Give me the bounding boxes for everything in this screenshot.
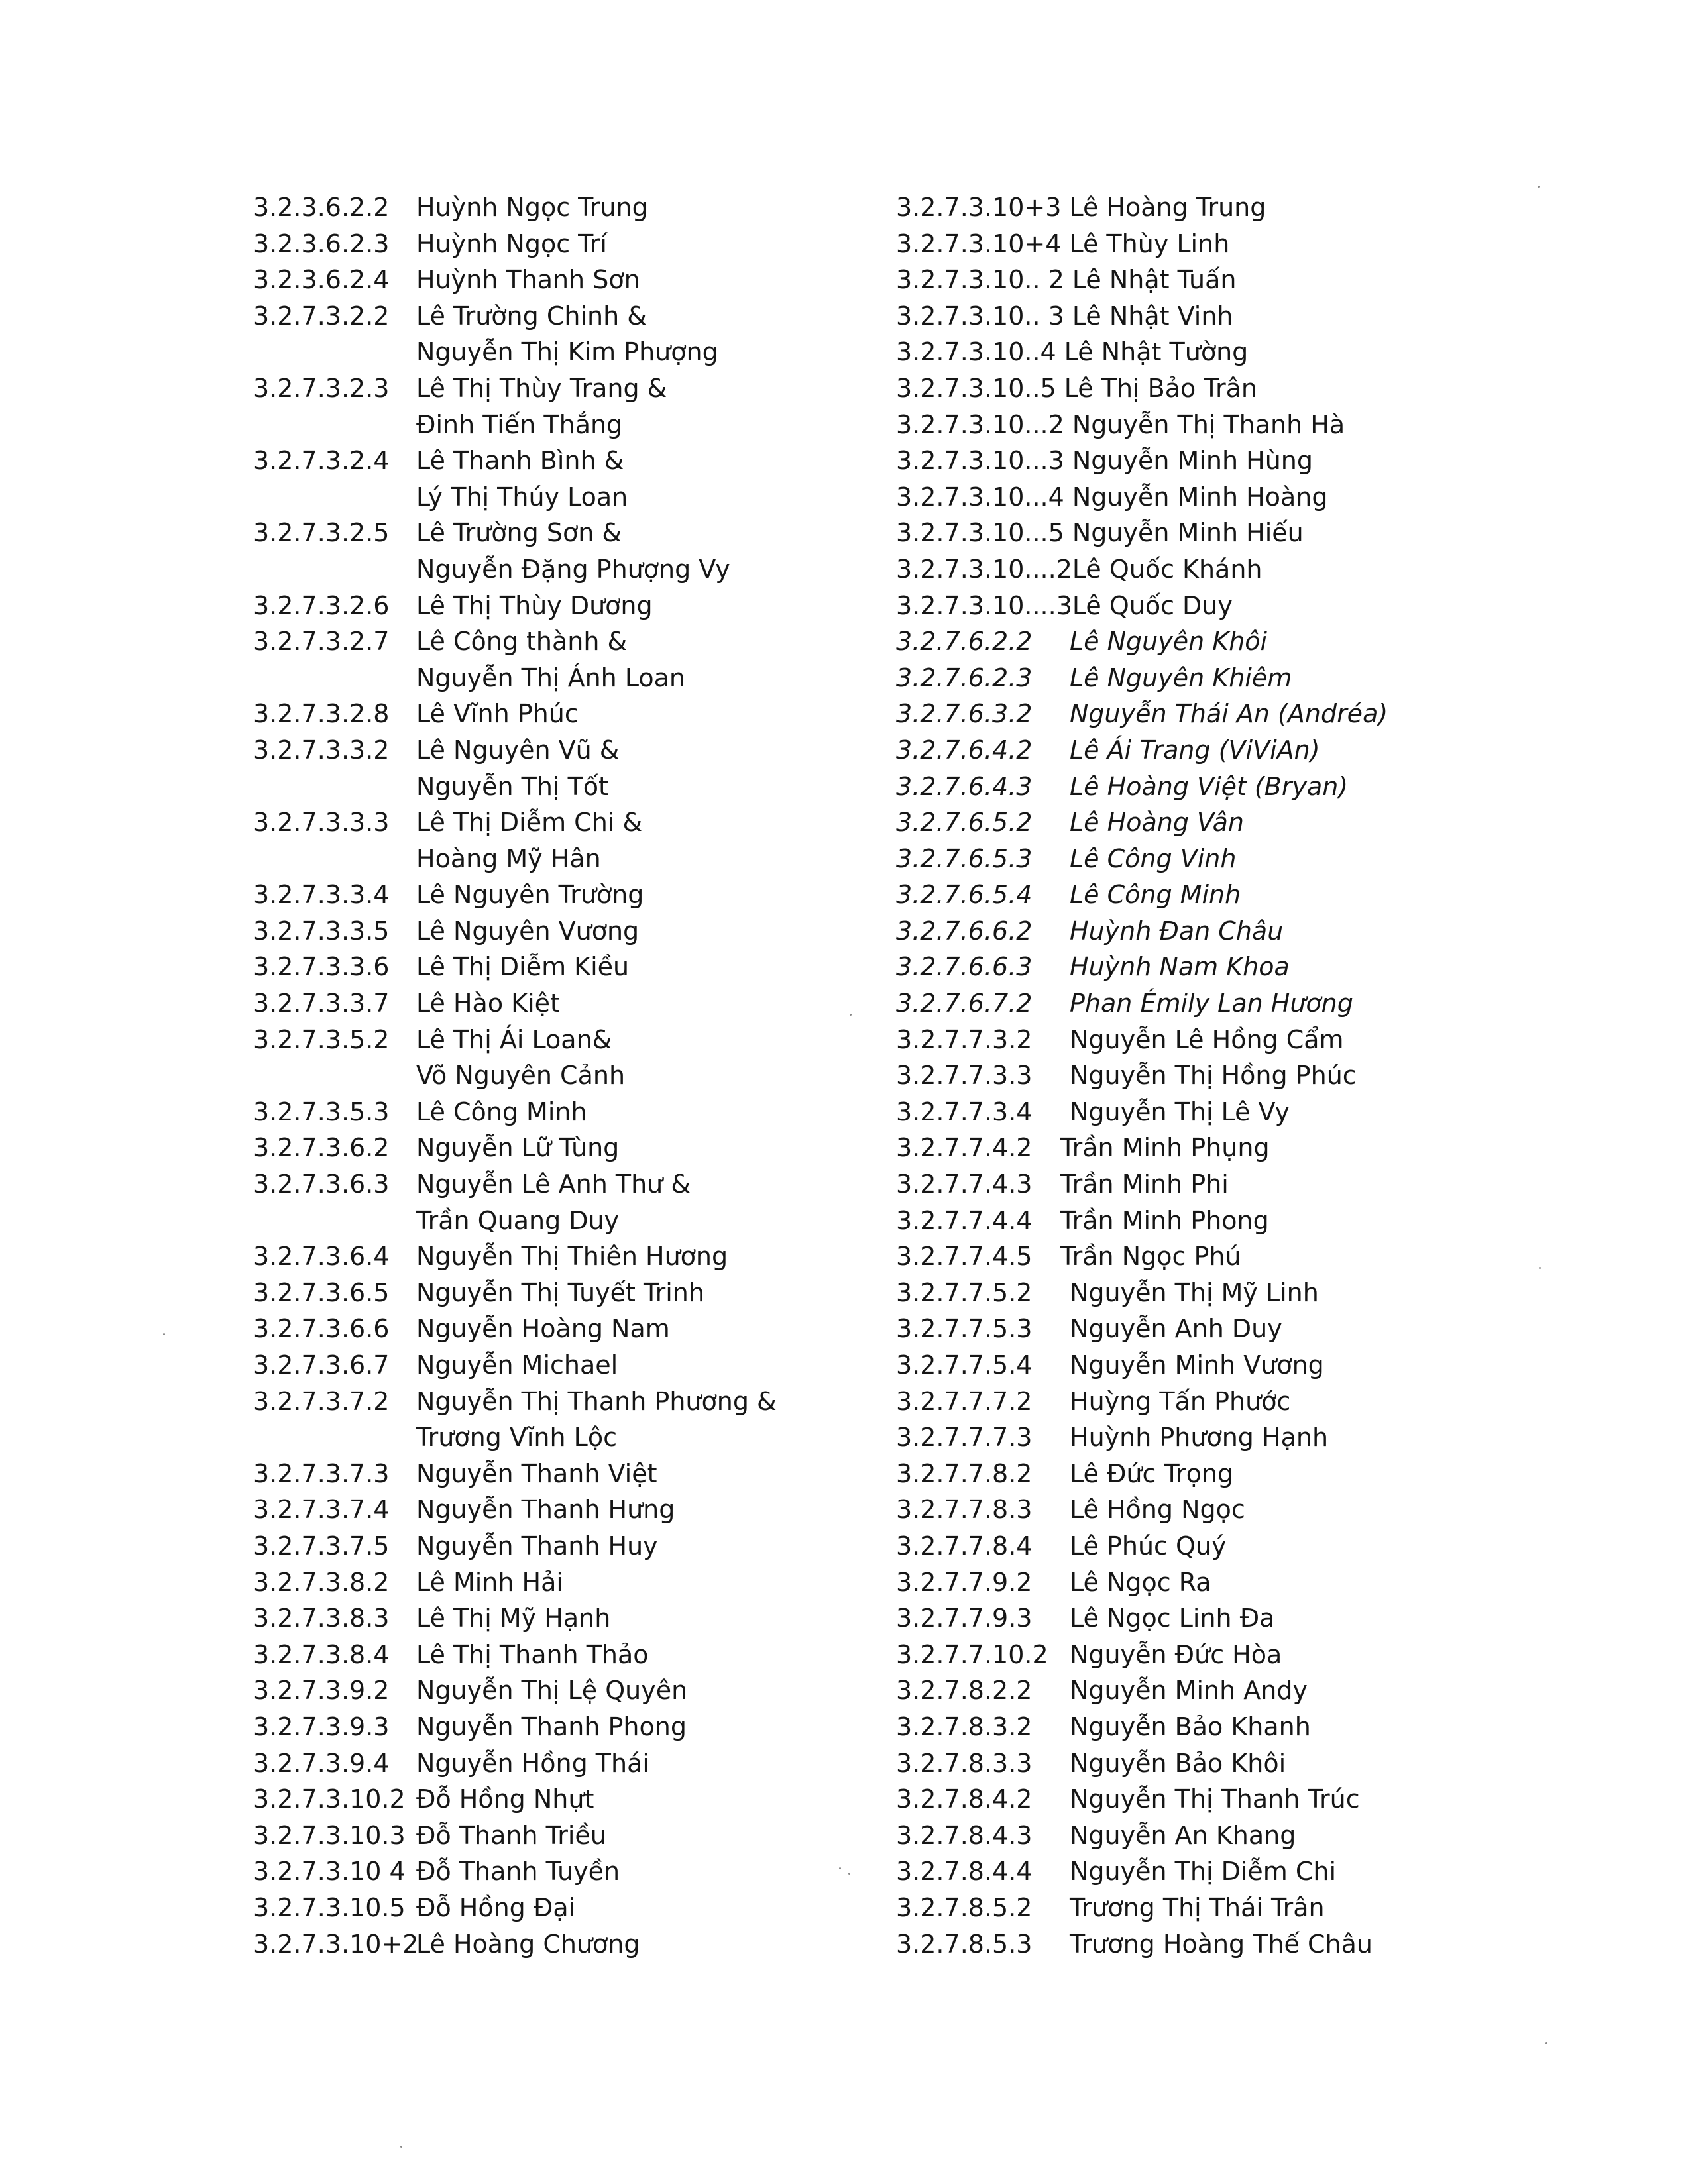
entry-code: 3.2.7.7.10.2 bbox=[896, 1639, 1048, 1669]
entry-name: Nguyễn Thanh Huy bbox=[416, 1531, 658, 1560]
entry-line bbox=[896, 1709, 1658, 1745]
entry-name: Nguyễn Hoàng Nam bbox=[416, 1314, 670, 1344]
entry-code: 3.2.7.3.8.2 bbox=[253, 1567, 390, 1597]
entry-line bbox=[896, 1238, 1658, 1275]
entry-line bbox=[253, 1419, 916, 1456]
entry-code: 3.2.7.7.4.3 bbox=[896, 1170, 1033, 1199]
entry-name: Nguyễn Bảo Khôi bbox=[1070, 1748, 1286, 1778]
entry-line bbox=[896, 226, 1658, 262]
entry-line bbox=[896, 1564, 1658, 1601]
entry-line bbox=[896, 1347, 1658, 1384]
entry-name: Trương Vĩnh Lộc bbox=[416, 1423, 617, 1452]
entry-code: 3.2.7.8.4.2 bbox=[896, 1784, 1033, 1814]
entry-line bbox=[896, 804, 1658, 841]
entry-code: 3.2.7.6.7.2 bbox=[896, 989, 1033, 1018]
entry-line bbox=[253, 1564, 916, 1601]
entry-text: 3.2.7.3.10...2 Nguyễn Thị Thanh Hà bbox=[896, 410, 1345, 439]
entry-line bbox=[896, 515, 1658, 551]
entry-text: 3.2.7.3.10...4 Nguyễn Minh Hoàng bbox=[896, 482, 1328, 512]
entry-code: 3.2.7.3.10 4 bbox=[253, 1857, 406, 1886]
entry-line bbox=[896, 1926, 1658, 1963]
entry-line bbox=[896, 334, 1658, 370]
entry-line bbox=[896, 370, 1658, 407]
entry-name: Trần Minh Phụng bbox=[1060, 1133, 1270, 1163]
entry-name: Phan Émily Lan Hương bbox=[1070, 989, 1353, 1018]
entry-name: Lê Thị Ái Loan& bbox=[416, 1024, 612, 1054]
entry-code: 3.2.7.3.2.7 bbox=[253, 627, 390, 657]
entry-name: Nguyễn Thanh Việt bbox=[416, 1458, 657, 1488]
entry-name: Lê Ái Trang (ViViAn) bbox=[1070, 735, 1320, 765]
entry-code: 3.2.7.7.4.4 bbox=[896, 1205, 1033, 1235]
entry-name: Lê Công Vinh bbox=[1070, 844, 1237, 873]
entry-text: 3.2.7.3.10+4 Lê Thùy Linh bbox=[896, 229, 1230, 258]
entry-code: 3.2.3.6.2.2 bbox=[253, 193, 390, 222]
entry-line bbox=[253, 1384, 916, 1420]
entry-name: Lê Công thành & bbox=[416, 627, 628, 657]
entry-code: 3.2.7.3.7.5 bbox=[253, 1531, 390, 1560]
entry-name: Nguyễn Thị Diễm Chi bbox=[1070, 1857, 1337, 1886]
entry-line bbox=[896, 1311, 1658, 1347]
entry-code: 3.2.7.3.5.2 bbox=[253, 1024, 390, 1054]
entry-name: Lê Thị Thùy Trang & bbox=[416, 373, 667, 403]
entry-name: Lê Ngọc Ra bbox=[1070, 1567, 1211, 1597]
entry-name: Lê Hoàng Việt (Bryan) bbox=[1070, 771, 1349, 801]
entry-line bbox=[896, 190, 1658, 226]
entry-code: 3.2.7.6.5.3 bbox=[896, 844, 1033, 873]
entry-line bbox=[253, 1853, 916, 1890]
entry-line bbox=[253, 804, 916, 841]
entry-name: Lê Ngọc Linh Đa bbox=[1070, 1604, 1275, 1633]
entry-line bbox=[896, 985, 1658, 1022]
entry-text: 3.2.7.3.10+3 Lê Hoàng Trung bbox=[896, 193, 1266, 222]
entry-name: Lê Thị Diễm Chi & bbox=[416, 808, 643, 838]
entry-line bbox=[253, 1203, 916, 1239]
entry-name: Lê Nguyên Trường bbox=[416, 880, 644, 910]
entry-line bbox=[896, 551, 1658, 588]
entry-name: Đỗ Hồng Đại bbox=[416, 1892, 576, 1922]
entry-text: 3.2.7.3.10...3 Nguyễn Minh Hùng bbox=[896, 446, 1313, 476]
entry-line bbox=[896, 1492, 1658, 1528]
entry-name: Nguyễn Thị Thanh Phương & bbox=[416, 1386, 777, 1416]
entry-line bbox=[896, 1275, 1658, 1311]
entry-code: 3.2.7.3.10.2 bbox=[253, 1784, 406, 1814]
entry-line bbox=[253, 1528, 916, 1564]
entry-name: Nguyễn Thị Lê Vy bbox=[1070, 1097, 1290, 1126]
entry-line bbox=[253, 226, 916, 262]
entry-code: 3.2.7.3.5.3 bbox=[253, 1097, 390, 1126]
entry-name: Huỳnh Ngọc Trí bbox=[416, 229, 607, 258]
entry-name: Nguyễn Thanh Hưng bbox=[416, 1495, 675, 1525]
entry-name: Lê Đức Trọng bbox=[1070, 1458, 1234, 1488]
entry-line bbox=[896, 1166, 1658, 1203]
entry-code: 3.2.7.7.3.3 bbox=[896, 1061, 1033, 1091]
entry-line bbox=[253, 262, 916, 298]
entry-name: Lê Thị Thanh Thảo bbox=[416, 1639, 649, 1669]
entry-name: Nguyễn Thái An (Andréa) bbox=[1070, 699, 1388, 729]
entry-line bbox=[253, 1637, 916, 1673]
entry-line bbox=[253, 985, 916, 1022]
entry-name: Lê Công Minh bbox=[1070, 880, 1241, 910]
entry-line bbox=[253, 190, 916, 226]
scan-speck bbox=[163, 1333, 165, 1335]
entry-code: 3.2.3.6.2.4 bbox=[253, 265, 390, 295]
entry-line bbox=[253, 877, 916, 913]
entry-name: Đỗ Thanh Triều bbox=[416, 1820, 606, 1850]
entry-line bbox=[896, 1058, 1658, 1094]
entry-line bbox=[253, 515, 916, 551]
entry-name: Nguyễn Lê Anh Thư & bbox=[416, 1170, 691, 1199]
entry-code: 3.2.7.6.4.2 bbox=[896, 735, 1033, 765]
entry-code: 3.2.7.6.4.3 bbox=[896, 771, 1033, 801]
entry-code: 3.2.7.3.10.3 bbox=[253, 1820, 406, 1850]
entry-code: 3.2.7.3.3.5 bbox=[253, 916, 390, 946]
entry-line bbox=[896, 696, 1658, 732]
entry-code: 3.2.7.3.6.6 bbox=[253, 1314, 390, 1344]
entry-text: 3.2.7.3.10.. 2 Lê Nhật Tuấn bbox=[896, 265, 1237, 295]
entry-line bbox=[896, 1094, 1658, 1130]
entry-line bbox=[253, 479, 916, 516]
entry-line bbox=[896, 588, 1658, 624]
entry-name: Nguyễn Bảo Khanh bbox=[1070, 1712, 1311, 1741]
entry-line bbox=[896, 1528, 1658, 1564]
entry-code: 3.2.7.8.3.3 bbox=[896, 1748, 1033, 1778]
entry-code: 3.2.7.8.4.3 bbox=[896, 1820, 1033, 1850]
entry-name: Huỳnh Phương Hạnh bbox=[1070, 1423, 1329, 1452]
entry-code: 3.2.7.3.2.2 bbox=[253, 301, 390, 331]
entry-name: Lê Hào Kiệt bbox=[416, 989, 560, 1018]
entry-line bbox=[253, 841, 916, 877]
entry-code: 3.2.7.6.2.2 bbox=[896, 627, 1033, 657]
entry-name: Nguyễn Thị Hồng Phúc bbox=[1070, 1061, 1357, 1091]
entry-name: Lê Hồng Ngọc bbox=[1070, 1495, 1245, 1525]
entry-line bbox=[896, 877, 1658, 913]
entry-line bbox=[253, 1347, 916, 1384]
entry-line bbox=[896, 1637, 1658, 1673]
entry-name: Trương Thị Thái Trân bbox=[1070, 1892, 1325, 1922]
entry-code: 3.2.7.7.5.2 bbox=[896, 1278, 1033, 1307]
entry-code: 3.2.7.7.4.2 bbox=[896, 1133, 1033, 1163]
entry-line bbox=[253, 1094, 916, 1130]
entry-code: 3.2.7.6.6.2 bbox=[896, 916, 1033, 946]
entry-name: Lê Minh Hải bbox=[416, 1567, 563, 1597]
entry-text: 3.2.7.3.10..4 Lê Nhật Tường bbox=[896, 337, 1249, 367]
entry-code: 3.2.7.3.3.7 bbox=[253, 989, 390, 1018]
scan-speck bbox=[400, 2146, 402, 2148]
entry-text: 3.2.7.3.10..5 Lê Thị Bảo Trân bbox=[896, 373, 1257, 403]
entry-code: 3.2.7.7.5.3 bbox=[896, 1314, 1033, 1344]
entry-line bbox=[896, 624, 1658, 660]
entry-code: 3.2.7.3.7.2 bbox=[253, 1386, 390, 1416]
entry-name: Trần Quang Duy bbox=[416, 1205, 620, 1235]
entry-line bbox=[253, 1166, 916, 1203]
entry-name: Nguyễn Thị Mỹ Linh bbox=[1070, 1278, 1319, 1307]
entry-line bbox=[896, 1890, 1658, 1926]
entry-line bbox=[253, 1492, 916, 1528]
entry-text: 3.2.7.3.10.. 3 Lê Nhật Vinh bbox=[896, 301, 1233, 331]
entry-line bbox=[253, 1600, 916, 1637]
entry-code: 3.2.7.3.2.5 bbox=[253, 518, 390, 548]
entry-name: Lê Hoàng Chương bbox=[416, 1929, 640, 1959]
entry-name: Lê Hoàng Vân bbox=[1070, 808, 1244, 838]
entry-name: Lê Vĩnh Phúc bbox=[416, 699, 579, 729]
entry-line bbox=[253, 551, 916, 588]
entry-name: Nguyễn Michael bbox=[416, 1350, 618, 1380]
entry-name: Nguyễn Thị Ánh Loan bbox=[416, 663, 685, 692]
entry-line bbox=[896, 1745, 1658, 1782]
entry-code: 3.2.7.7.9.3 bbox=[896, 1604, 1033, 1633]
entry-name: Nguyễn Thị Tuyết Trinh bbox=[416, 1278, 704, 1307]
entry-name: Lê Phúc Quý bbox=[1070, 1531, 1227, 1560]
entry-line bbox=[253, 407, 916, 443]
entry-code: 3.2.7.7.4.5 bbox=[896, 1242, 1033, 1272]
entry-line bbox=[896, 298, 1658, 335]
entry-line bbox=[253, 1238, 916, 1275]
entry-code: 3.2.7.3.2.3 bbox=[253, 373, 390, 403]
entry-line bbox=[253, 1058, 916, 1094]
entry-line bbox=[253, 1022, 916, 1058]
entry-line bbox=[253, 1781, 916, 1818]
entry-line bbox=[896, 913, 1658, 950]
entry-line bbox=[253, 1130, 916, 1166]
scan-speck bbox=[848, 1873, 850, 1875]
entry-name: Lê Thanh Bình & bbox=[416, 446, 624, 476]
entry-name: Đỗ Thanh Tuyền bbox=[416, 1857, 620, 1886]
left-column bbox=[253, 190, 916, 1962]
entry-text: 3.2.7.3.10....2Lê Quốc Khánh bbox=[896, 554, 1263, 584]
right-column bbox=[896, 190, 1658, 1962]
entry-code: 3.2.7.3.6.5 bbox=[253, 1278, 390, 1307]
entry-code: 3.2.7.3.8.3 bbox=[253, 1604, 390, 1633]
entry-name: Nguyễn Hồng Thái bbox=[416, 1748, 649, 1778]
entry-name: Lê Trường Sơn & bbox=[416, 518, 622, 548]
entry-name: Lê Nguyên Khiêm bbox=[1070, 663, 1292, 692]
entry-line bbox=[253, 1672, 916, 1709]
entry-code: 3.2.7.3.2.6 bbox=[253, 590, 390, 620]
entry-line bbox=[253, 913, 916, 950]
entry-code: 3.2.7.3.6.2 bbox=[253, 1133, 390, 1163]
entry-code: 3.2.7.3.3.4 bbox=[253, 880, 390, 910]
entry-line bbox=[253, 732, 916, 769]
entry-name: Trần Minh Phong bbox=[1060, 1205, 1269, 1235]
entry-line bbox=[253, 1745, 916, 1782]
scan-speck bbox=[1546, 2042, 1547, 2044]
entry-line bbox=[896, 1022, 1658, 1058]
entry-name: Hoàng Mỹ Hân bbox=[416, 844, 601, 873]
entry-code: 3.2.7.8.5.3 bbox=[896, 1929, 1033, 1959]
entry-line bbox=[896, 1853, 1658, 1890]
entry-text: 3.2.7.3.10....3Lê Quốc Duy bbox=[896, 590, 1233, 620]
entry-code: 3.2.7.7.3.2 bbox=[896, 1024, 1033, 1054]
entry-name: Nguyễn Minh Vương bbox=[1070, 1350, 1324, 1380]
entry-code: 3.2.7.3.10+2 bbox=[253, 1929, 419, 1959]
entry-code: 3.2.7.7.8.3 bbox=[896, 1495, 1033, 1525]
entry-line bbox=[253, 660, 916, 696]
entry-name: Nguyễn Thị Thiên Hương bbox=[416, 1242, 728, 1272]
entry-line bbox=[896, 407, 1658, 443]
entry-text: 3.2.7.3.10...5 Nguyễn Minh Hiếu bbox=[896, 518, 1304, 548]
entry-line bbox=[253, 1709, 916, 1745]
entry-name: Nguyễn Anh Duy bbox=[1070, 1314, 1282, 1344]
entry-name: Nguyễn Thanh Phong bbox=[416, 1712, 687, 1741]
entry-name: Nguyễn Thị Tốt bbox=[416, 771, 608, 801]
entry-line bbox=[253, 1311, 916, 1347]
entry-name: Nguyễn Lữ Tùng bbox=[416, 1133, 620, 1163]
entry-line bbox=[896, 841, 1658, 877]
entry-line bbox=[896, 479, 1658, 516]
entry-name: Lê Công Minh bbox=[416, 1097, 587, 1126]
entry-code: 3.2.7.3.7.4 bbox=[253, 1495, 390, 1525]
entry-name: Huỳnh Đan Châu bbox=[1070, 916, 1284, 946]
entry-name: Huỳng Tấn Phước bbox=[1070, 1386, 1291, 1416]
entry-name: Lê Thị Thùy Dương bbox=[416, 590, 653, 620]
entry-name: Lý Thị Thúy Loan bbox=[416, 482, 628, 512]
entry-code: 3.2.7.7.7.2 bbox=[896, 1386, 1033, 1416]
entry-line bbox=[253, 1926, 916, 1963]
entry-line bbox=[253, 1275, 916, 1311]
entry-line bbox=[896, 1203, 1658, 1239]
entry-code: 3.2.7.7.9.2 bbox=[896, 1567, 1033, 1597]
entry-code: 3.2.7.3.9.2 bbox=[253, 1676, 390, 1706]
entry-code: 3.2.7.3.6.7 bbox=[253, 1350, 390, 1380]
entry-name: Lê Nguyên Vũ & bbox=[416, 735, 620, 765]
entry-line bbox=[253, 769, 916, 805]
entry-code: 3.2.7.7.7.3 bbox=[896, 1423, 1033, 1452]
entry-line bbox=[253, 696, 916, 732]
entry-code: 3.2.7.6.6.3 bbox=[896, 952, 1033, 982]
entry-line bbox=[896, 1818, 1658, 1854]
entry-name: Nguyễn Đức Hòa bbox=[1070, 1639, 1282, 1669]
entry-name: Nguyễn Đặng Phượng Vy bbox=[416, 554, 730, 584]
entry-line bbox=[253, 334, 916, 370]
entry-name: Võ Nguyên Cảnh bbox=[416, 1061, 626, 1091]
entry-line bbox=[896, 1456, 1658, 1492]
entry-code: 3.2.7.7.8.4 bbox=[896, 1531, 1033, 1560]
entry-code: 3.2.7.3.2.8 bbox=[253, 699, 390, 729]
entry-code: 3.2.7.7.8.2 bbox=[896, 1458, 1033, 1488]
entry-line bbox=[896, 1600, 1658, 1637]
entry-line bbox=[253, 1890, 916, 1926]
entry-code: 3.2.7.3.10.5 bbox=[253, 1892, 406, 1922]
entry-line bbox=[896, 1419, 1658, 1456]
entry-line bbox=[896, 1781, 1658, 1818]
entry-code: 3.2.7.6.3.2 bbox=[896, 699, 1033, 729]
entry-code: 3.2.7.8.2.2 bbox=[896, 1676, 1033, 1706]
entry-line bbox=[896, 660, 1658, 696]
entry-name: Nguyễn Thị Kim Phượng bbox=[416, 337, 718, 367]
entry-name: Huỳnh Thanh Sơn bbox=[416, 265, 640, 295]
entry-name: Lê Trường Chinh & bbox=[416, 301, 647, 331]
entry-code: 3.2.7.6.2.3 bbox=[896, 663, 1033, 692]
entry-line bbox=[896, 769, 1658, 805]
entry-name: Nguyễn Minh Andy bbox=[1070, 1676, 1308, 1706]
scan-speck bbox=[850, 1014, 852, 1016]
entry-name: Huỳnh Nam Khoa bbox=[1070, 952, 1290, 982]
entry-code: 3.2.7.8.3.2 bbox=[896, 1712, 1033, 1741]
entry-line bbox=[253, 1456, 916, 1492]
entry-code: 3.2.7.3.3.3 bbox=[253, 808, 390, 838]
entry-name: Trương Hoàng Thế Châu bbox=[1070, 1929, 1373, 1959]
entry-name: Trần Ngọc Phú bbox=[1060, 1242, 1241, 1272]
entry-code: 3.2.7.3.3.2 bbox=[253, 735, 390, 765]
entry-code: 3.2.7.6.5.2 bbox=[896, 808, 1033, 838]
scan-speck bbox=[1538, 186, 1540, 188]
entry-code: 3.2.7.3.6.3 bbox=[253, 1170, 390, 1199]
scan-speck bbox=[1539, 1267, 1541, 1269]
entry-name: Nguyễn Thị Lệ Quyên bbox=[416, 1676, 688, 1706]
entry-name: Đỗ Hồng Nhựt bbox=[416, 1784, 594, 1814]
entry-line bbox=[896, 443, 1658, 479]
entry-code: 3.2.7.7.5.4 bbox=[896, 1350, 1033, 1380]
entry-code: 3.2.7.3.3.6 bbox=[253, 952, 390, 982]
entry-name: Nguyễn An Khang bbox=[1070, 1820, 1296, 1850]
entry-line bbox=[896, 949, 1658, 985]
entry-code: 3.2.7.3.6.4 bbox=[253, 1242, 390, 1272]
entry-code: 3.2.7.7.3.4 bbox=[896, 1097, 1033, 1126]
entry-code: 3.2.7.6.5.4 bbox=[896, 880, 1033, 910]
entry-code: 3.2.3.6.2.3 bbox=[253, 229, 390, 258]
entry-line bbox=[253, 370, 916, 407]
entry-line bbox=[896, 1672, 1658, 1709]
entry-name: Lê Thị Mỹ Hạnh bbox=[416, 1604, 611, 1633]
entry-code: 3.2.7.3.8.4 bbox=[253, 1639, 390, 1669]
entry-code: 3.2.7.3.9.3 bbox=[253, 1712, 390, 1741]
entry-line bbox=[253, 443, 916, 479]
entry-line bbox=[253, 624, 916, 660]
entry-code: 3.2.7.3.2.4 bbox=[253, 446, 390, 476]
entry-name: Trần Minh Phi bbox=[1060, 1170, 1229, 1199]
entry-name: Nguyễn Lê Hồng Cẩm bbox=[1070, 1024, 1344, 1054]
entry-code: 3.2.7.8.5.2 bbox=[896, 1892, 1033, 1922]
entry-name: Lê Thị Diễm Kiều bbox=[416, 952, 630, 982]
entry-line bbox=[896, 262, 1658, 298]
entry-line bbox=[896, 1130, 1658, 1166]
entry-line bbox=[253, 1818, 916, 1854]
entry-line bbox=[896, 732, 1658, 769]
entry-line bbox=[253, 949, 916, 985]
entry-line bbox=[896, 1384, 1658, 1420]
entry-name: Đinh Tiến Thắng bbox=[416, 410, 623, 439]
entry-line bbox=[253, 298, 916, 335]
entry-name: Lê Nguyên Vương bbox=[416, 916, 640, 946]
entry-name: Nguyễn Thị Thanh Trúc bbox=[1070, 1784, 1360, 1814]
scan-speck bbox=[839, 1867, 841, 1869]
entry-name: Lê Nguyên Khôi bbox=[1070, 627, 1268, 657]
entry-code: 3.2.7.3.7.3 bbox=[253, 1458, 390, 1488]
entry-code: 3.2.7.8.4.4 bbox=[896, 1857, 1033, 1886]
entry-name: Huỳnh Ngọc Trung bbox=[416, 193, 648, 222]
entry-line bbox=[253, 588, 916, 624]
entry-code: 3.2.7.3.9.4 bbox=[253, 1748, 390, 1778]
